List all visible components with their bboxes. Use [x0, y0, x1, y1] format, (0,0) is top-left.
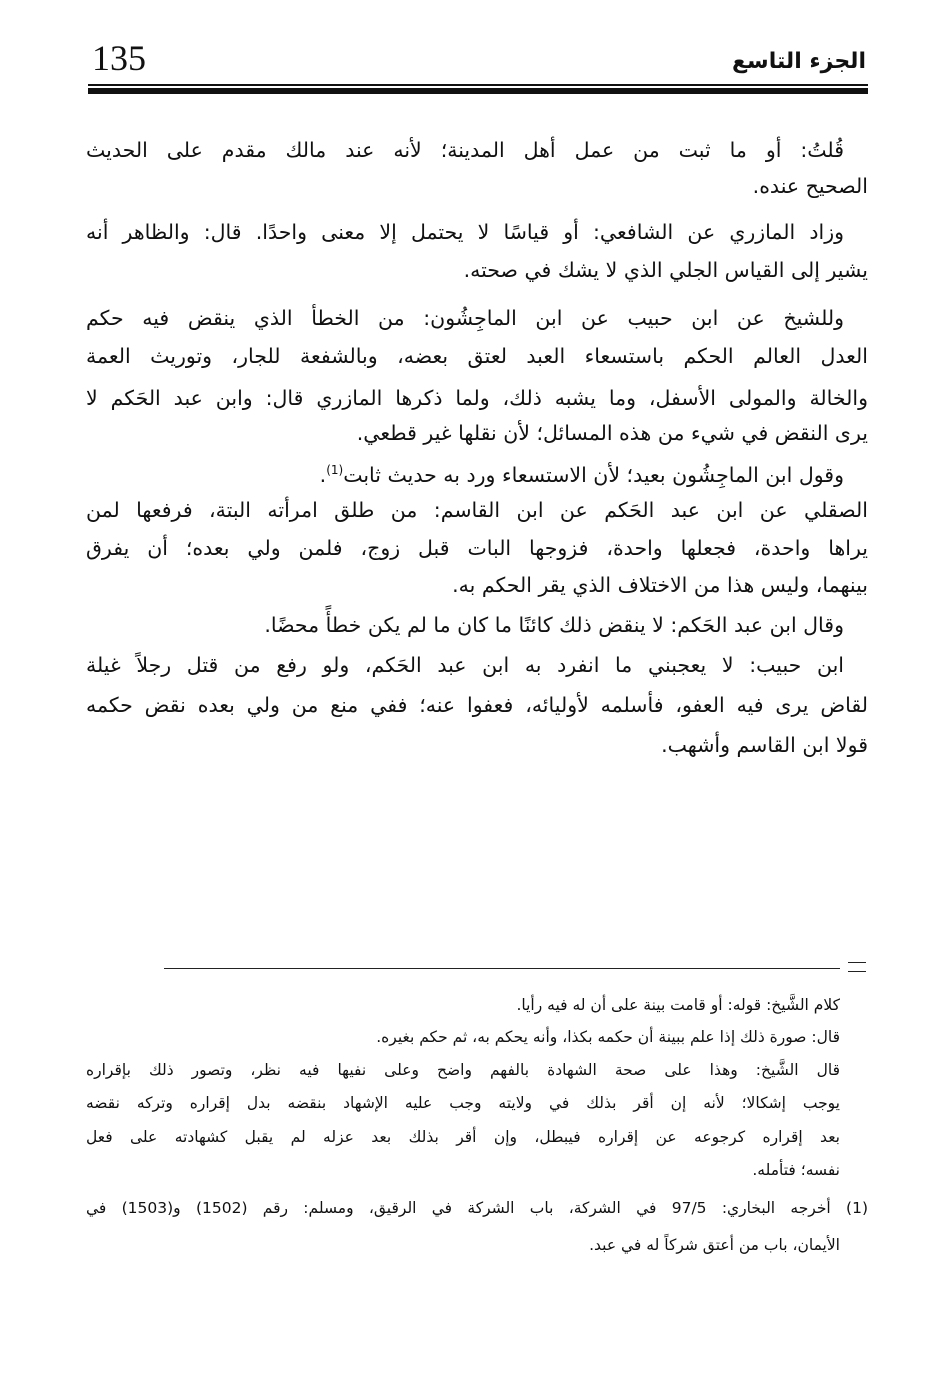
footnote-line: قال: صورة ذلك إذا علم ببينة أن حكمه بكذا، وأنه يحكم به، ثم حكم بغيره. [376, 1028, 840, 1046]
body-line: وقال ابن عبد الحَكم: لا ينقض ذلك كائنًا ما كان ما لم يكن خطأً محضًا. [264, 613, 844, 637]
footnote-line: نفسه؛ فتأمله. [752, 1161, 840, 1179]
footnote-line: الأيمان، باب من أعتق شركاً له في عبد. [589, 1236, 840, 1254]
footnote-line: بعد إقراره كرجوعه عن إقراره فيبطل، وإن أقر بذلك بعد عزله لم يقبل كشهادته على فعل [86, 1128, 840, 1146]
body-line: يراها واحدة، فجعلها واحدة، فزوجها البات قبل زوج، فلمن ولي بعده؛ أن يفرق [86, 536, 868, 560]
footnote-reference[interactable]: (1) [326, 463, 344, 477]
body-line: ابن حبيب: لا يعجبني ما انفرد به ابن عبد الحَكم، ولو رفع من قتل رجلاً غيلة [86, 653, 844, 677]
body-line: الصقلي عن ابن عبد الحَكم عن ابن القاسم: من طلق امرأته البتة، فرفعها لمن [86, 498, 868, 522]
header-rule-thin [88, 84, 868, 86]
body-line: وللشيخ عن ابن حبيب عن ابن الماجِشُون: من الخطأ الذي ينقض فيه حكم [86, 306, 844, 330]
body-line-text: وقول ابن الماجِشُون بعيد؛ لأن الاستسعاء ورد به حديث ثابت [343, 462, 844, 487]
footnote-continuation-mark [848, 962, 866, 972]
header-rule-thick [88, 88, 868, 94]
body-line [86, 452, 868, 488]
period: . [319, 462, 327, 487]
body-line: وزاد المازري عن الشافعي: أو قياسًا لا يحتمل إلا معنى واحدًا. قال: والظاهر أنه [86, 220, 844, 244]
footnote-line: قال الشَّيخ: وهذا على صحة الشهادة بالفهم واضح وعلى نفيها فيه نظر، وتصور ذلك بإقراره [86, 1061, 840, 1079]
page-number: 135 [92, 38, 146, 78]
body-line: قُلتُ: أو ما ثبت من عمل أهل المدينة؛ لأنه عند مالك مقدم على الحديث [86, 138, 844, 162]
body-line: بينهما، وليس هذا من الاختلاف الذي يقر الحكم به. [452, 573, 868, 597]
body-line: يشير إلى القياس الجلي الذي لا يشك في صحته. [463, 258, 868, 282]
body-line: الصحيح عنده. [752, 174, 868, 198]
footnote-separator [164, 968, 840, 969]
body-line: لقاض يرى فيه العفو، فأسلمه لأوليائه، فعفوا عنه؛ ففي منع من ولي بعده نقض حكمه [86, 693, 868, 717]
footnote-line: يوجب إشكالا؛ لأنه إن أقر بذلك في ولايته وجب عليه الإشهاد بنقضه بدل إقراره وتركه نقضه [86, 1094, 840, 1112]
body-line: يرى النقض في شيء من هذه المسائل؛ لأن نقلها غير قطعي. [356, 421, 868, 445]
body-line: العدل العالم الحكم باستسعاء العبد لعتق بعضه، وبالشفعة للجار، وتوريث العمة [86, 344, 868, 368]
footnote-line: كلام الشَّيخ: قوله: أو قامت بينة على أن له فيه رأيا. [516, 996, 840, 1014]
body-line: والخالة والمولى الأسفل، وما يشبه ذلك، ولما ذكرها المازري قال: وابن عبد الحَكم لا [86, 386, 868, 410]
body-line: قولا ابن القاسم وأشهب. [661, 733, 868, 757]
footnote-line: (1) أخرجه البخاري: 97/5 في الشركة، باب الشركة في الرقيق، ومسلم: رقم (1502) و(1503) في [86, 1199, 868, 1217]
running-title: الجزء التاسع [732, 49, 866, 74]
